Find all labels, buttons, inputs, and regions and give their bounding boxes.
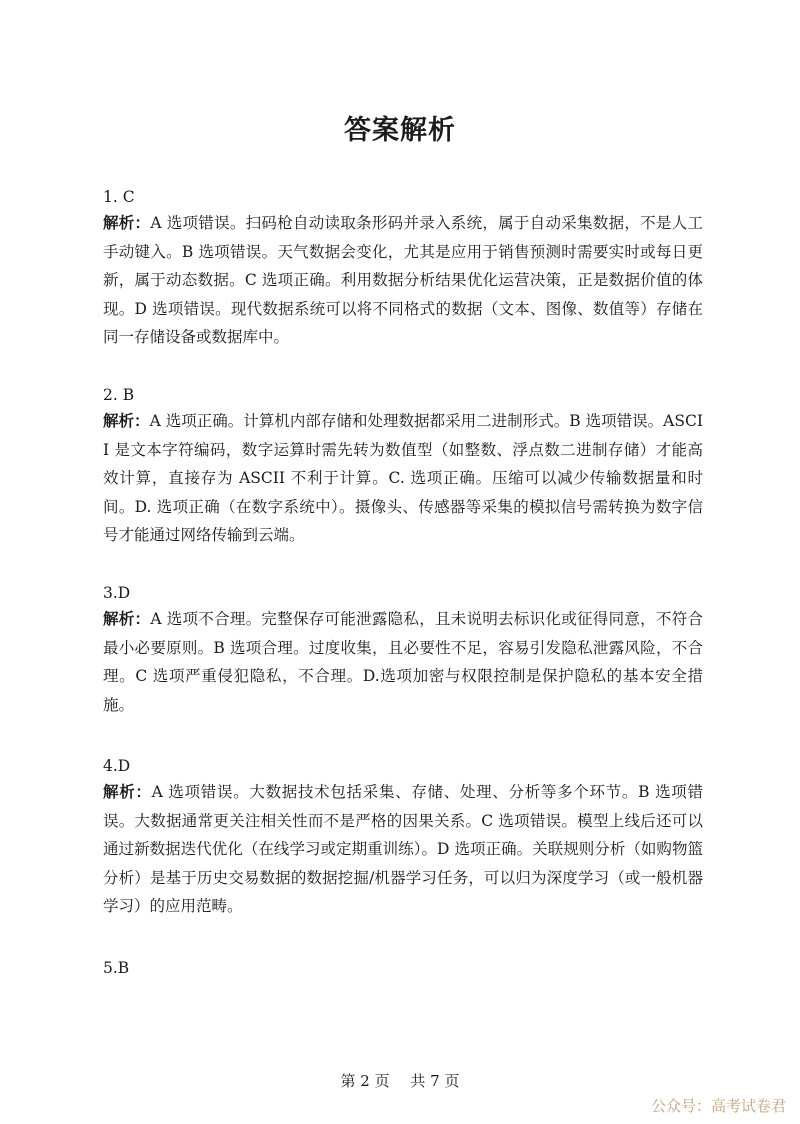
question-2 (103, 385, 703, 550)
question-explanation (103, 407, 703, 550)
question-number: 3.D (103, 584, 131, 602)
page-number: 第 2 页 (340, 1072, 390, 1090)
watermark: 公众号：高考试卷君 (650, 1097, 786, 1115)
explanation-text: A 选项错误。大数据技术包括采集、存储、处理、分析等多个环节。B 选项错误。大数据通常更关注相关性而不是严格的因果关系。C 选项错误。模型上线后还可以通过新数据迭代优化（在线学习或定期重训练）。D 选项正确。关联规则分析（如购物篮分析）是基于历史交易数据的数据挖掘/机器学习任务，可以归为深度学习（或一般机器学习）的应用范畴。 (103, 783, 703, 916)
explanation-label: 解析： (103, 610, 151, 628)
question-5 (103, 958, 703, 980)
question-number: 1. C (103, 188, 135, 206)
question-number: 5.B (103, 959, 130, 977)
explanation-label: 解析： (103, 412, 150, 430)
question-explanation (103, 209, 703, 352)
question-explanation (103, 778, 703, 921)
explanation-text: A 选项错误。扫码枪自动读取条形码并录入系统，属于自动采集数据，不是人工手动键入。B 选项错误。天气数据会变化，尤其是应用于销售预测时需要实时或每日更新，属于动态数据。C 选项正确。利用数据分析结果优化运营决策，正是数据价值的体现。D 选项错误。现代数据系统可以将不同格式的数据（文本、图像、数值等）存储在同一存储设备或数据库中。 (103, 214, 703, 347)
question-number: 2. B (103, 386, 135, 404)
question-3 (103, 583, 703, 719)
explanation-text: A 选项正确。计算机内部存储和处理数据都采用二进制形式。B 选项错误。ASCII 是文本字符编码，数字运算时需先转为数值型（如整数、浮点数二进制存储）才能高效计算，直接存为 ASCII 不利于计算。C. 选项正确。压缩可以减少传输数据量和时间。D. 选项正确（在数字系统中）。摄像头、传感器等采集的模拟信号需转换为数字信号才能通过网络传输到云端。 (103, 412, 703, 545)
page-footer (0, 1070, 800, 1091)
question-4 (103, 756, 703, 921)
explanation-text: A 选项不合理。完整保存可能泄露隐私，且未说明去标识化或征得同意，不符合最小必要原则。B 选项合理。过度收集，且必要性不足，容易引发隐私泄露风险，不合理。C 选项严重侵犯隐私，不合理。D.选项加密与权限控制是保护隐私的基本安全措施。 (103, 610, 703, 714)
explanation-label: 解析： (103, 783, 152, 801)
explanation-label: 解析： (103, 214, 151, 232)
question-1 (103, 187, 703, 352)
page-title: 答案解析 (344, 115, 456, 146)
question-number: 4.D (103, 757, 131, 775)
page-total: 共 7 页 (410, 1072, 460, 1090)
question-explanation (103, 605, 703, 719)
